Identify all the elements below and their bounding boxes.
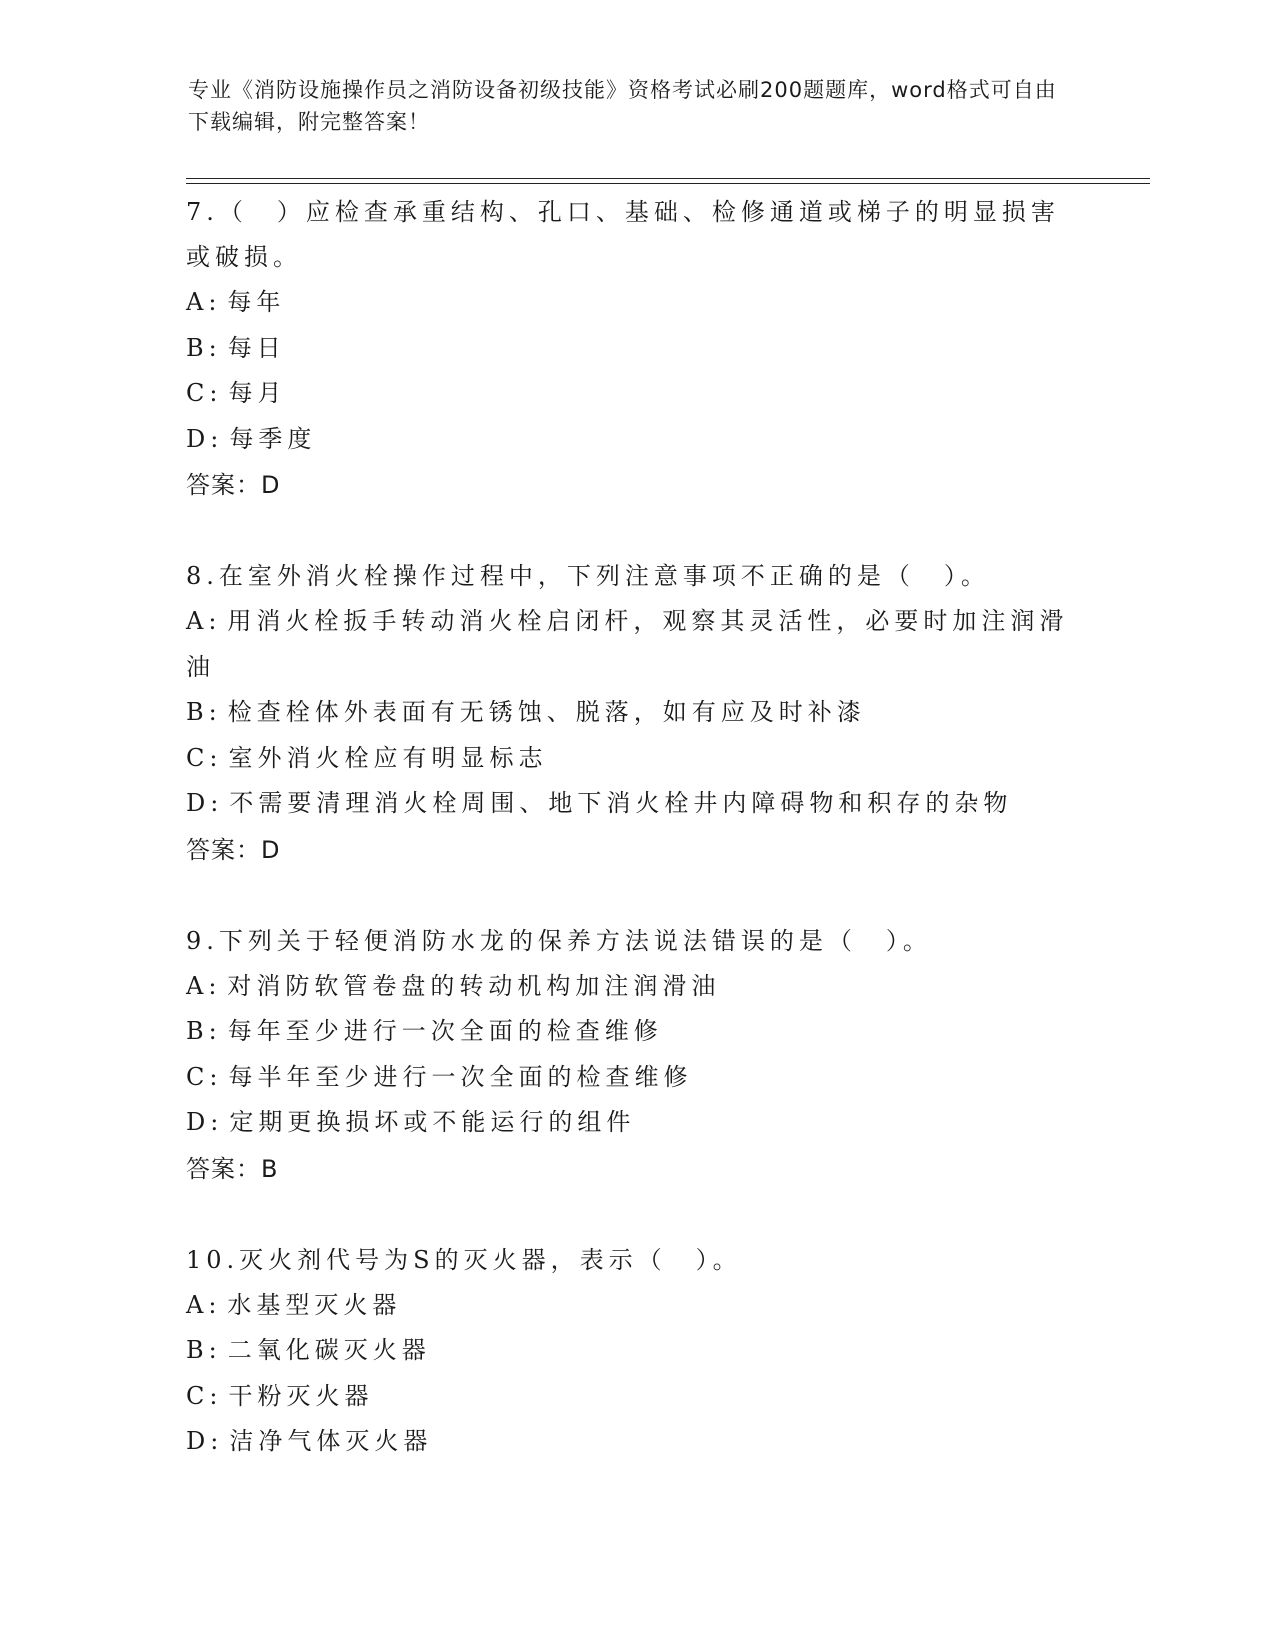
option-b [186, 1328, 1086, 1374]
question-text: 7.（ ）应检查承重结构、孔口、基础、检修通道或梯子的明显损害或破损。 [186, 198, 1060, 271]
question-7 [186, 188, 1086, 508]
option-text: 每年 [227, 288, 286, 316]
option-text: 不需要清理消火栓周围、地下消火栓井内障碍物和积存的杂物 [229, 789, 1013, 817]
option-c [186, 1374, 1086, 1420]
option-label: C: [186, 743, 223, 772]
option-label: D: [186, 424, 224, 453]
option-text: 每季度 [229, 424, 317, 453]
option-text: 每月 [228, 379, 287, 407]
option-d [186, 1419, 1086, 1465]
option-text: 每年至少进行一次全面的检查维修 [227, 1017, 663, 1045]
option-text: 每半年至少进行一次全面的检查维修 [228, 1062, 693, 1091]
option-c [186, 736, 1086, 782]
question-8 [186, 552, 1086, 873]
option-text: 二氧化碳灭火器 [227, 1336, 431, 1364]
header-rule-top [186, 178, 1150, 179]
option-a [186, 280, 1086, 326]
option-label: A: [186, 1290, 222, 1319]
option-label: B: [186, 1336, 222, 1364]
option-b [186, 326, 1086, 372]
option-label: D: [186, 1108, 224, 1136]
option-c [186, 371, 1086, 417]
option-label: C: [186, 379, 223, 407]
option-text: 干粉灭火器 [228, 1381, 374, 1410]
question-gap [186, 508, 1086, 552]
document-header: 专业《消防设施操作员之消防设备初级技能》资格考试必刷200题题库，word格式可自由下载编辑，附完整答案！ [188, 78, 1057, 134]
option-label: D: [186, 1427, 224, 1455]
question-9 [186, 917, 1086, 1192]
option-b [186, 690, 1086, 736]
option-text: 室外消火栓应有明显标志 [228, 743, 548, 772]
option-text: 定期更换损坏或不能运行的组件 [229, 1108, 636, 1136]
option-text: 用消火栓扳手转动消火栓启闭杆，观察其灵活性，必要时加注润滑油 [186, 607, 1069, 681]
question-10 [186, 1236, 1086, 1465]
option-label: A: [186, 607, 222, 635]
option-text: 对消防软管卷盘的转动机构加注润滑油 [227, 971, 721, 1000]
option-b [186, 1009, 1086, 1055]
option-label: B: [186, 333, 222, 362]
option-label: C: [186, 1381, 223, 1410]
option-text: 每日 [227, 333, 286, 362]
question-list [186, 188, 1086, 1465]
option-d [186, 1100, 1086, 1146]
option-label: B: [186, 1017, 222, 1045]
option-d [186, 781, 1086, 827]
header-rule-bottom [186, 183, 1150, 184]
question-gap [186, 873, 1086, 917]
option-label: D: [186, 789, 224, 817]
answer-text: 答案：D [186, 471, 281, 499]
option-a [186, 599, 1086, 690]
question-text: 8.在室外消火栓操作过程中，下列注意事项不正确的是（ ）。 [186, 562, 990, 590]
option-label: C: [186, 1062, 223, 1091]
question-text: 9.下列关于轻便消防水龙的保养方法说法错误的是（ ）。 [186, 926, 932, 955]
question-gap [186, 1192, 1086, 1236]
option-text: 水基型灭火器 [227, 1290, 402, 1319]
answer-text: 答案：D [186, 835, 281, 864]
option-text: 检查栓体外表面有无锈蚀、脱落，如有应及时补漆 [227, 698, 866, 726]
answer-text: 答案：B [186, 1154, 279, 1183]
option-label: A: [186, 288, 222, 316]
option-a [186, 964, 1086, 1010]
option-text: 洁净气体灭火器 [229, 1427, 433, 1455]
option-c [186, 1055, 1086, 1101]
option-d [186, 417, 1086, 463]
option-label: A: [186, 971, 222, 1000]
question-text: 10.灭火剂代号为S的灭火器，表示（ ）。 [186, 1245, 742, 1274]
option-a [186, 1283, 1086, 1329]
option-label: B: [186, 698, 222, 726]
